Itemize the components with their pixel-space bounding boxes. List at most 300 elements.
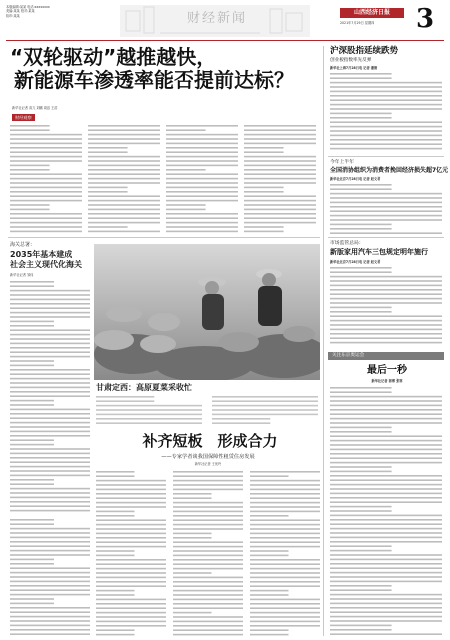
text-line <box>10 554 90 556</box>
text-line <box>10 567 90 569</box>
text-line <box>330 528 442 530</box>
text-line <box>250 506 320 508</box>
text-line <box>250 546 320 548</box>
text-line <box>330 501 442 503</box>
text-line <box>10 285 54 287</box>
text-line <box>330 271 392 273</box>
text-line <box>96 537 166 539</box>
text-line <box>244 182 316 184</box>
text-line <box>88 147 128 149</box>
text-line <box>330 479 442 481</box>
text-line <box>330 117 392 119</box>
text-line <box>10 213 82 215</box>
section-title: 财经新闻 <box>186 11 247 26</box>
text-line <box>250 563 320 565</box>
text-line <box>10 616 90 618</box>
text-line <box>96 625 166 627</box>
lead-headline-line1: “双轮驱动”越推越快， <box>10 45 217 69</box>
text-line <box>10 519 54 521</box>
text-line <box>330 559 442 561</box>
text-line <box>173 577 243 579</box>
text-line <box>330 210 442 212</box>
text-line <box>10 351 90 353</box>
text-line <box>330 620 442 622</box>
text-line <box>10 187 82 189</box>
hainan-headline-line2: 社会主义现代化海关 <box>10 260 82 269</box>
text-line <box>173 480 243 482</box>
text-line <box>330 457 442 459</box>
text-line <box>10 387 90 389</box>
text-line <box>10 321 54 323</box>
text-line <box>173 546 243 548</box>
text-line <box>10 607 90 609</box>
hainan-headline <box>10 250 90 270</box>
text-line <box>10 611 90 613</box>
text-line <box>244 231 284 233</box>
text-line <box>88 222 160 224</box>
text-line <box>10 537 90 539</box>
text-line <box>250 555 289 557</box>
text-line <box>166 213 238 215</box>
text-line <box>330 418 442 420</box>
text-line <box>330 581 442 583</box>
text-line <box>212 409 318 411</box>
text-line <box>88 134 160 136</box>
text-line <box>10 160 82 162</box>
text-line <box>330 342 442 344</box>
text-line <box>166 129 206 131</box>
text-line <box>88 182 160 184</box>
text-line <box>10 209 50 211</box>
text-line <box>173 541 243 543</box>
text-line <box>330 523 442 525</box>
text-line <box>88 204 160 206</box>
text-line <box>166 160 238 162</box>
text-line <box>330 440 442 442</box>
text-line <box>330 405 442 407</box>
lead-badge: 财经观察 <box>12 114 35 121</box>
text-line <box>250 625 320 627</box>
text-line <box>96 489 166 491</box>
text-line <box>88 151 128 153</box>
text-line <box>166 222 238 224</box>
hainan-kicker: 海关总署： <box>10 242 36 248</box>
text-line <box>330 629 392 631</box>
text-line <box>244 147 284 149</box>
text-line <box>330 462 442 464</box>
text-line <box>10 151 82 153</box>
text-line <box>330 449 442 451</box>
story4-byline: 新华社记者 郭博 张寒 <box>371 379 403 383</box>
housing-body <box>96 470 320 636</box>
text-line <box>10 629 90 631</box>
text-line <box>88 191 128 193</box>
text-line <box>330 563 442 565</box>
text-line <box>10 147 82 149</box>
text-line <box>10 409 90 411</box>
text-line <box>10 431 90 433</box>
text-line <box>330 232 442 234</box>
story1-headline: 沪深股指延续跌势 <box>330 46 399 56</box>
text-line <box>250 634 289 636</box>
text-line <box>330 537 442 539</box>
text-line <box>330 228 392 230</box>
text-line <box>10 470 90 472</box>
text-line <box>10 479 54 481</box>
right-divider <box>328 156 444 157</box>
text-line <box>250 475 289 477</box>
text-line <box>250 594 289 596</box>
text-line <box>96 422 202 424</box>
text-line <box>88 195 160 197</box>
text-line <box>330 267 392 269</box>
text-line <box>10 563 54 565</box>
text-line <box>330 130 442 132</box>
text-line <box>212 405 318 407</box>
text-line <box>330 197 442 199</box>
text-line <box>10 594 90 596</box>
text-line <box>250 599 320 601</box>
text-line <box>10 182 82 184</box>
story1-body <box>330 72 442 154</box>
text-line <box>88 173 160 175</box>
text-line <box>330 625 392 627</box>
text-line <box>10 598 54 600</box>
text-line <box>10 312 90 314</box>
text-line <box>10 365 54 367</box>
text-line <box>330 413 442 415</box>
text-line <box>10 316 90 318</box>
text-line <box>10 391 90 393</box>
text-line <box>10 378 90 380</box>
text-line <box>88 226 128 228</box>
text-line <box>96 541 166 543</box>
text-line <box>166 182 238 184</box>
text-line <box>10 501 90 503</box>
text-line <box>212 414 318 416</box>
lead-headline-line2: 新能源车渗透率能否提前达标？ <box>14 68 294 92</box>
text-line <box>244 191 284 193</box>
text-line <box>250 497 320 499</box>
text-line <box>96 590 135 592</box>
text-line <box>10 356 90 358</box>
text-line <box>10 347 90 349</box>
text-line <box>244 151 284 153</box>
text-line <box>166 209 206 211</box>
text-line <box>244 204 316 206</box>
text-line <box>244 209 316 211</box>
text-line <box>96 471 135 473</box>
text-line <box>330 95 442 97</box>
text-line <box>96 577 166 579</box>
text-line <box>244 178 316 180</box>
text-line <box>88 125 160 127</box>
text-line <box>330 224 392 226</box>
text-line <box>173 519 243 521</box>
text-line <box>330 506 392 508</box>
text-line <box>173 612 212 614</box>
text-line <box>10 360 54 362</box>
text-line <box>10 545 90 547</box>
text-line <box>166 147 238 149</box>
text-line <box>330 532 442 534</box>
text-line <box>330 409 442 411</box>
text-line <box>173 563 243 565</box>
text-line <box>173 497 212 499</box>
text-line <box>10 204 50 206</box>
text-line <box>10 497 90 499</box>
text-line <box>250 489 320 491</box>
text-line <box>330 572 442 574</box>
text-line <box>244 143 316 145</box>
text-line <box>10 395 90 397</box>
text-line <box>96 546 166 548</box>
text-line <box>96 524 166 526</box>
text-line <box>10 523 54 525</box>
text-line <box>96 616 166 618</box>
text-line <box>330 493 442 495</box>
text-line <box>173 568 243 570</box>
text-line <box>173 625 243 627</box>
text-line <box>10 343 90 345</box>
text-line <box>10 195 82 197</box>
text-line <box>212 396 318 398</box>
housing-headline: 补齐短板 形成合力 <box>142 432 278 450</box>
text-line <box>330 113 392 115</box>
text-line <box>10 483 54 485</box>
text-line <box>173 581 243 583</box>
text-line <box>10 138 82 140</box>
text-line <box>330 598 442 600</box>
text-line <box>250 559 320 561</box>
text-line <box>330 219 442 221</box>
text-line <box>10 281 54 283</box>
text-line <box>173 555 243 557</box>
text-line <box>330 202 442 204</box>
text-line <box>166 173 238 175</box>
text-line <box>10 625 90 627</box>
text-line <box>10 294 90 296</box>
text-line <box>244 213 316 215</box>
text-line <box>96 585 166 587</box>
text-line <box>244 226 284 228</box>
text-line <box>96 475 135 477</box>
text-line <box>166 204 206 206</box>
text-line <box>10 173 82 175</box>
text-line <box>88 231 160 233</box>
text-line <box>330 91 442 93</box>
story2-byline: 新华社北京7月28日电 记者 赵文君 <box>330 177 381 181</box>
text-line <box>96 400 154 402</box>
text-line <box>96 559 166 561</box>
text-line <box>330 121 442 123</box>
text-line <box>250 568 320 570</box>
text-line <box>96 599 166 601</box>
text-line <box>10 325 54 327</box>
text-line <box>10 334 90 336</box>
text-line <box>10 426 90 428</box>
section-divider <box>8 237 320 238</box>
text-line <box>10 505 90 507</box>
text-line <box>330 435 442 437</box>
text-line <box>330 444 442 446</box>
text-line <box>10 585 90 587</box>
text-line <box>330 603 442 605</box>
text-line <box>330 471 392 473</box>
text-line <box>10 200 82 202</box>
story3-headline: 新版家用汽车三包规定明年施行 <box>330 248 428 256</box>
text-line <box>250 550 289 552</box>
text-line <box>330 484 442 486</box>
text-line <box>88 217 160 219</box>
text-line <box>10 422 90 424</box>
text-line <box>10 572 90 574</box>
text-line <box>10 382 90 384</box>
text-line <box>244 169 316 171</box>
text-line <box>173 537 212 539</box>
editor-line: 检印:某某 <box>6 13 20 18</box>
text-line <box>330 607 442 609</box>
text-line <box>173 493 212 495</box>
text-line <box>10 303 90 305</box>
story1-byline: 新华社上海7月28日电 记者 潘清 <box>330 66 378 70</box>
text-line <box>244 125 316 127</box>
text-line <box>173 489 243 491</box>
text-line <box>10 191 82 193</box>
text-line <box>10 217 82 219</box>
text-line <box>166 217 238 219</box>
text-line <box>10 488 90 490</box>
text-line <box>330 193 442 195</box>
text-line <box>173 515 243 517</box>
text-line <box>330 320 442 322</box>
hainan-byline: 新华社记者 邹伟 <box>10 273 34 277</box>
text-line <box>330 422 442 424</box>
text-line <box>250 511 320 513</box>
text-line <box>330 206 442 208</box>
text-line <box>88 178 160 180</box>
text-line <box>173 550 243 552</box>
text-line <box>330 184 392 186</box>
text-line <box>330 82 442 84</box>
text-line <box>10 143 82 145</box>
text-line <box>250 493 320 495</box>
text-line <box>330 510 392 512</box>
text-line <box>166 191 238 193</box>
text-line <box>330 108 442 110</box>
text-line <box>88 138 160 140</box>
text-line <box>330 576 442 578</box>
text-line <box>10 226 82 228</box>
text-line <box>250 524 320 526</box>
text-line <box>96 493 166 495</box>
text-line <box>88 143 160 145</box>
text-line <box>250 607 320 609</box>
text-line <box>244 129 316 131</box>
text-line <box>96 418 202 420</box>
text-line <box>244 200 316 202</box>
text-line <box>96 621 166 623</box>
text-line <box>96 480 166 482</box>
text-line <box>330 519 442 521</box>
text-line <box>10 178 82 180</box>
text-line <box>88 169 160 171</box>
text-line <box>330 324 442 326</box>
text-line <box>10 299 90 301</box>
text-line <box>173 590 243 592</box>
text-line <box>173 634 243 636</box>
text-line <box>10 576 90 578</box>
text-line <box>330 567 442 569</box>
text-line <box>166 134 238 136</box>
text-line <box>96 484 166 486</box>
text-line <box>10 125 50 127</box>
text-line <box>250 541 320 543</box>
date-line: 2021年7月29日 星期四 <box>340 21 375 25</box>
housing-subhead: ——专家学者谈我国保障性租赁住房发展 <box>161 454 255 460</box>
text-line <box>10 222 82 224</box>
text-line <box>330 293 442 295</box>
text-line <box>10 134 82 136</box>
text-line <box>212 418 270 420</box>
text-line <box>166 187 238 189</box>
text-line <box>173 506 243 508</box>
text-line <box>10 541 90 543</box>
text-line <box>330 86 442 88</box>
story3-byline: 新华社北京7月28日电 记者 赵文君 <box>330 260 381 264</box>
text-line <box>96 497 166 499</box>
text-line <box>10 444 54 446</box>
text-line <box>88 187 128 189</box>
text-line <box>244 187 284 189</box>
text-line <box>96 634 135 636</box>
text-line <box>96 511 135 513</box>
text-line <box>96 555 135 557</box>
text-line <box>10 400 54 402</box>
text-line <box>250 515 289 517</box>
text-line <box>330 594 442 596</box>
story2-body <box>330 183 442 235</box>
text-line <box>330 589 392 591</box>
paper-name: 山西经济日报 <box>340 8 404 18</box>
text-line <box>10 435 90 437</box>
text-line <box>330 148 442 150</box>
text-line <box>244 195 316 197</box>
text-line <box>330 431 392 433</box>
lead-byline: 新华社记者 高亢 刘鹏 周蕊 王浩 <box>12 106 58 110</box>
text-line <box>330 541 442 543</box>
text-line <box>212 400 318 402</box>
hainan-body <box>10 280 90 515</box>
text-line <box>96 515 135 517</box>
text-line <box>10 439 54 441</box>
text-line <box>166 151 238 153</box>
text-line <box>330 396 442 398</box>
text-line <box>244 156 316 158</box>
text-line <box>96 607 166 609</box>
text-line <box>96 409 202 411</box>
text-line <box>330 99 442 101</box>
text-line <box>244 160 316 162</box>
text-line <box>173 607 243 609</box>
text-line <box>330 135 442 137</box>
text-line <box>173 594 243 596</box>
text-line <box>88 160 160 162</box>
text-line <box>10 492 90 494</box>
editor-line: 美编:某某 校对:某某 <box>6 9 35 14</box>
text-line <box>330 550 392 552</box>
text-line <box>330 545 392 547</box>
